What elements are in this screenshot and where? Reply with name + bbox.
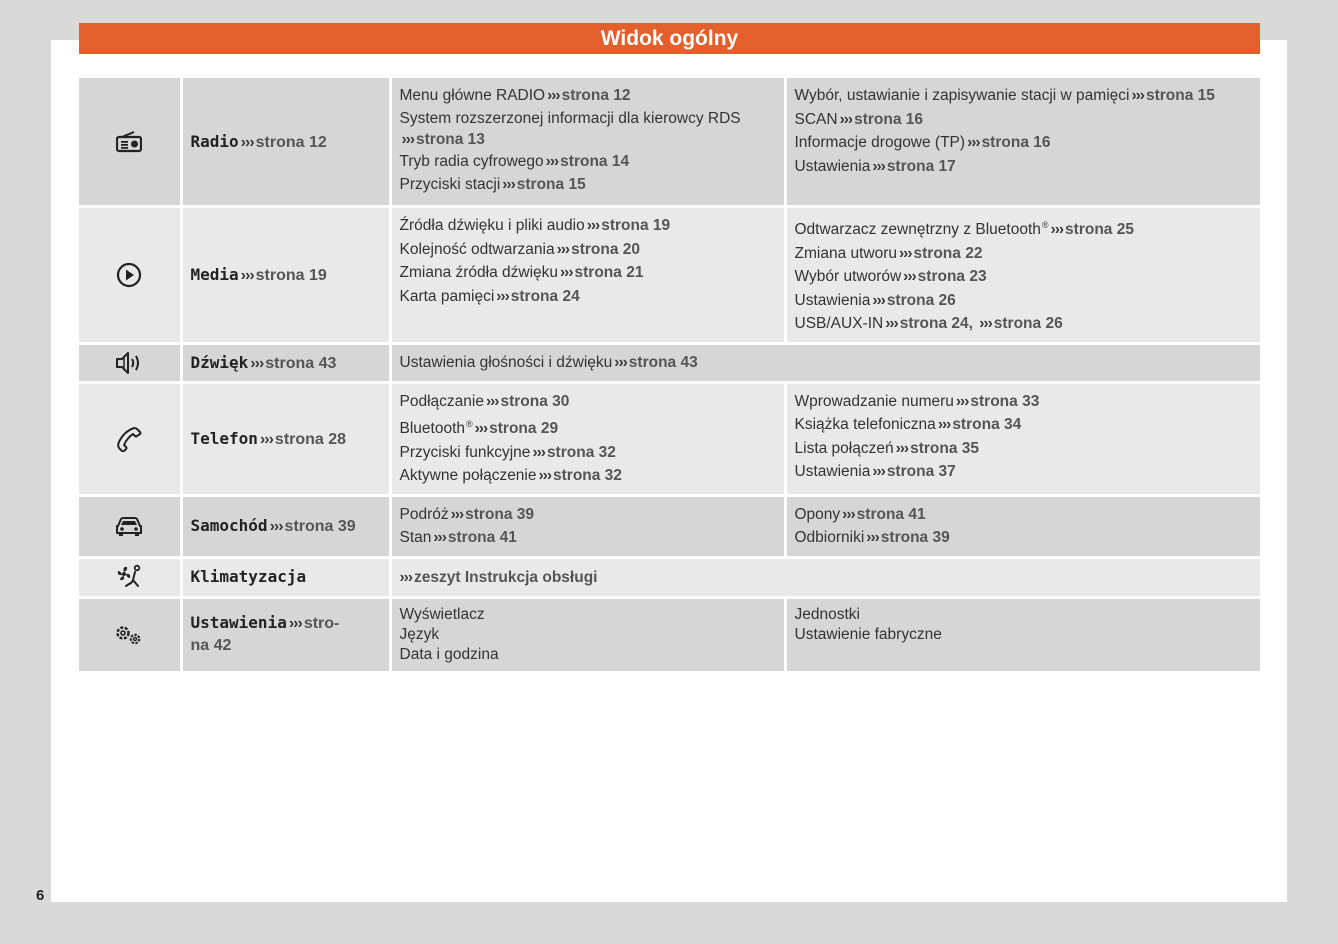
page-ref-link[interactable]: strona 19 [601,217,671,234]
page-ref-link[interactable]: strona 19 [255,266,327,284]
page-ref-link[interactable]: strona 16 [854,110,923,128]
list-item: Ustawienia głośności i dźwięku ››› strona 43 [399,353,698,371]
page-ref-link[interactable]: strona 21 [574,264,644,281]
list-item: Data i godzina [399,645,499,663]
row-name-cell [181,78,390,205]
page-ref-link[interactable]: strona 34 [952,416,1022,434]
arrow-glyph: ››› [240,133,254,151]
list-item: Wybór utworów ››› strona 23 [794,268,987,286]
icon-cell [79,497,181,556]
icon-cell [79,345,181,381]
topic-column-left [390,384,785,494]
list-item: Ustawienia ››› strona 37 [794,463,956,481]
row-name-cell: Media ››› strona 19 [181,208,390,342]
list-item: SCAN ››› strona 16 [794,110,923,128]
page-ref-link[interactable]: strona 28 [274,430,347,448]
settings-gears-icon [114,626,144,643]
section-name: Radio [190,131,239,151]
topic-column-left [390,497,785,556]
row-name-cell: Dźwięk ››› strona 43 [181,345,390,381]
topic-column-full [390,345,1260,381]
manual-ref-link[interactable]: zeszyt Instrukcja obsługi [414,568,598,586]
list-item: Opony ››› strona 41 [794,505,926,523]
page-ref-link[interactable]: strona 39 [284,518,356,536]
list-item: Ustawienia ››› strona 26 [794,291,956,309]
topic-column-right [785,384,1260,494]
topic-column-left [390,599,785,671]
table-row-climate [79,559,1260,596]
page-ref-link[interactable]: strona 37 [886,463,956,481]
table-row-radio [79,78,1260,205]
topic-column-right [785,497,1260,556]
page-ref-link[interactable]: strona 26 [886,291,956,309]
list-item: Ustawienia ››› strona 17 [794,157,956,175]
page-ref-link[interactable]: strona 24 [510,287,580,305]
row-name-cell: Ustawienia ››› stro- na 42 [181,599,390,671]
table-row-phone [79,384,1260,494]
icon-cell [79,384,181,494]
table-row-media [79,208,1260,342]
list-item: USB/AUX-IN ››› strona 24, ››› strona 26 [794,315,1063,333]
topic-column-right [785,78,1260,205]
list-item: Jednostki [794,605,860,623]
list-item: Kolejność odtwarzania ››› strona 20 [399,240,641,258]
list-item: Bluetooth® ››› strona 29 [399,419,559,438]
page-ref-link[interactable]: strona 33 [970,392,1040,410]
page-ref-link[interactable]: na 42 [190,637,232,655]
page-ref-link[interactable]: strona 32 [553,467,622,485]
page-ref-link[interactable]: strona 12 [255,133,327,151]
row-name-cell: Samochód ››› strona 39 [181,497,390,556]
climate-icon [116,569,142,586]
list-item: Podłączanie ››› strona 30 [399,392,570,410]
overview-table [79,78,1260,671]
phone-icon [116,430,142,447]
icon-cell [79,208,181,342]
page-ref-link[interactable]: strona 29 [489,420,559,438]
list-item: Książka telefoniczna ››› strona 34 [794,416,1022,434]
page-ref-link[interactable]: strona 15 [1145,87,1215,104]
topic-column-full [390,559,1260,596]
page-ref-link[interactable]: strona 43 [628,353,698,371]
row-name-cell: Telefon ››› strona 28 [181,384,390,494]
list-item: Menu główne RADIO ››› strona 12 [399,87,631,104]
list-item: Przyciski stacji ››› strona 15 [399,176,586,193]
list-item: Język [399,625,440,643]
page-ref-link[interactable]: strona 16 [981,134,1051,151]
list-item: Podróż ››› strona 39 [399,505,535,523]
page-number: 6 [36,887,45,904]
row-name-cell [181,559,390,596]
page-ref-link[interactable]: strona 23 [917,268,987,286]
page-ref-link[interactable]: stro- [303,615,340,633]
list-item: System rozszerzonej informacji dla kierowcy RDS ››› strona 13 [399,109,741,148]
car-icon [115,518,143,535]
page-ref-link[interactable]: strona 39 [465,505,535,523]
list-item: Informacje drogowe (TP) ››› strona 16 [794,134,1051,151]
section-name: Dźwięk [190,352,249,372]
page-ref-link[interactable]: strona 41 [856,505,926,523]
list-item: Wybór, ustawianie i zapisywanie stacji w pamięci ››› strona 15 [794,87,1215,104]
list-item: Odbiorniki ››› strona 39 [794,529,950,547]
page-ref-link[interactable]: strona 12 [561,87,631,104]
topic-column-right [785,208,1260,342]
page-ref-link[interactable]: strona 20 [571,240,641,258]
list-item: Odtwarzacz zewnętrzny z Bluetooth® ››› strona 25 [794,220,1134,239]
icon-cell [79,78,181,205]
list-item: Zmiana źródła dźwięku ››› strona 21 [399,264,644,281]
list-item: Źródła dźwięku i pliki audio ››› strona 19 [399,217,671,234]
section-name: Ustawienia [190,613,287,633]
sound-icon [115,354,143,371]
page-title: Widok ogólny [79,23,1260,54]
section-name: Klimatyzacja [190,567,307,587]
list-item: Wyświetlacz [399,605,485,623]
list-item: Lista połączeń ››› strona 35 [794,439,980,457]
page-ref-link[interactable]: strona 25 [1065,221,1134,239]
page-ref-link[interactable]: strona 22 [913,244,983,262]
radio-icon [116,133,142,150]
section-name: Samochód [190,516,268,536]
list-item: ››› zeszyt Instrukcja obsługi [399,568,598,586]
page-ref-link[interactable]: strona 30 [500,392,570,410]
topic-column-left [390,208,785,342]
topic-column-left [390,78,785,205]
page-ref-link[interactable]: strona 26 [993,315,1063,333]
list-item: Stan ››› strona 41 [399,529,517,547]
page-ref-link[interactable]: strona 41 [447,529,517,547]
table-row-car [79,497,1260,556]
page-ref-link[interactable]: strona 43 [265,354,337,372]
page-ref-link[interactable]: strona 13 [416,130,485,148]
section-name: Telefon [190,428,258,448]
section-name: Media [190,264,239,284]
list-item: Karta pamięci ››› strona 24 [399,287,580,305]
topic-column-right [785,599,1260,671]
page-ref-link[interactable]: strona 17 [886,157,956,175]
list-item: Przyciski funkcyjne ››› strona 32 [399,443,616,461]
page-ref-link[interactable]: strona 39 [880,529,950,547]
page-ref-link[interactable]: strona 32 [546,443,616,461]
table-row-sound [79,345,1260,381]
list-item: Tryb radia cyfrowego ››› strona 14 [399,152,630,170]
page-ref-link[interactable]: strona 35 [910,439,980,457]
page-ref-link[interactable]: strona 15 [516,176,586,193]
media-play-icon [116,266,142,283]
list-item: Aktywne połączenie ››› strona 32 [399,467,622,485]
list-item: Ustawienie fabryczne [794,625,942,643]
icon-cell [79,559,181,596]
list-item: Zmiana utworu ››› strona 22 [794,244,983,262]
list-item: Wprowadzanie numeru ››› strona 33 [794,392,1040,410]
table-row-settings [79,599,1260,671]
icon-cell [79,599,181,671]
page-ref-link[interactable]: strona 14 [560,152,630,170]
page-ref-link[interactable]: strona 24, [899,315,973,333]
